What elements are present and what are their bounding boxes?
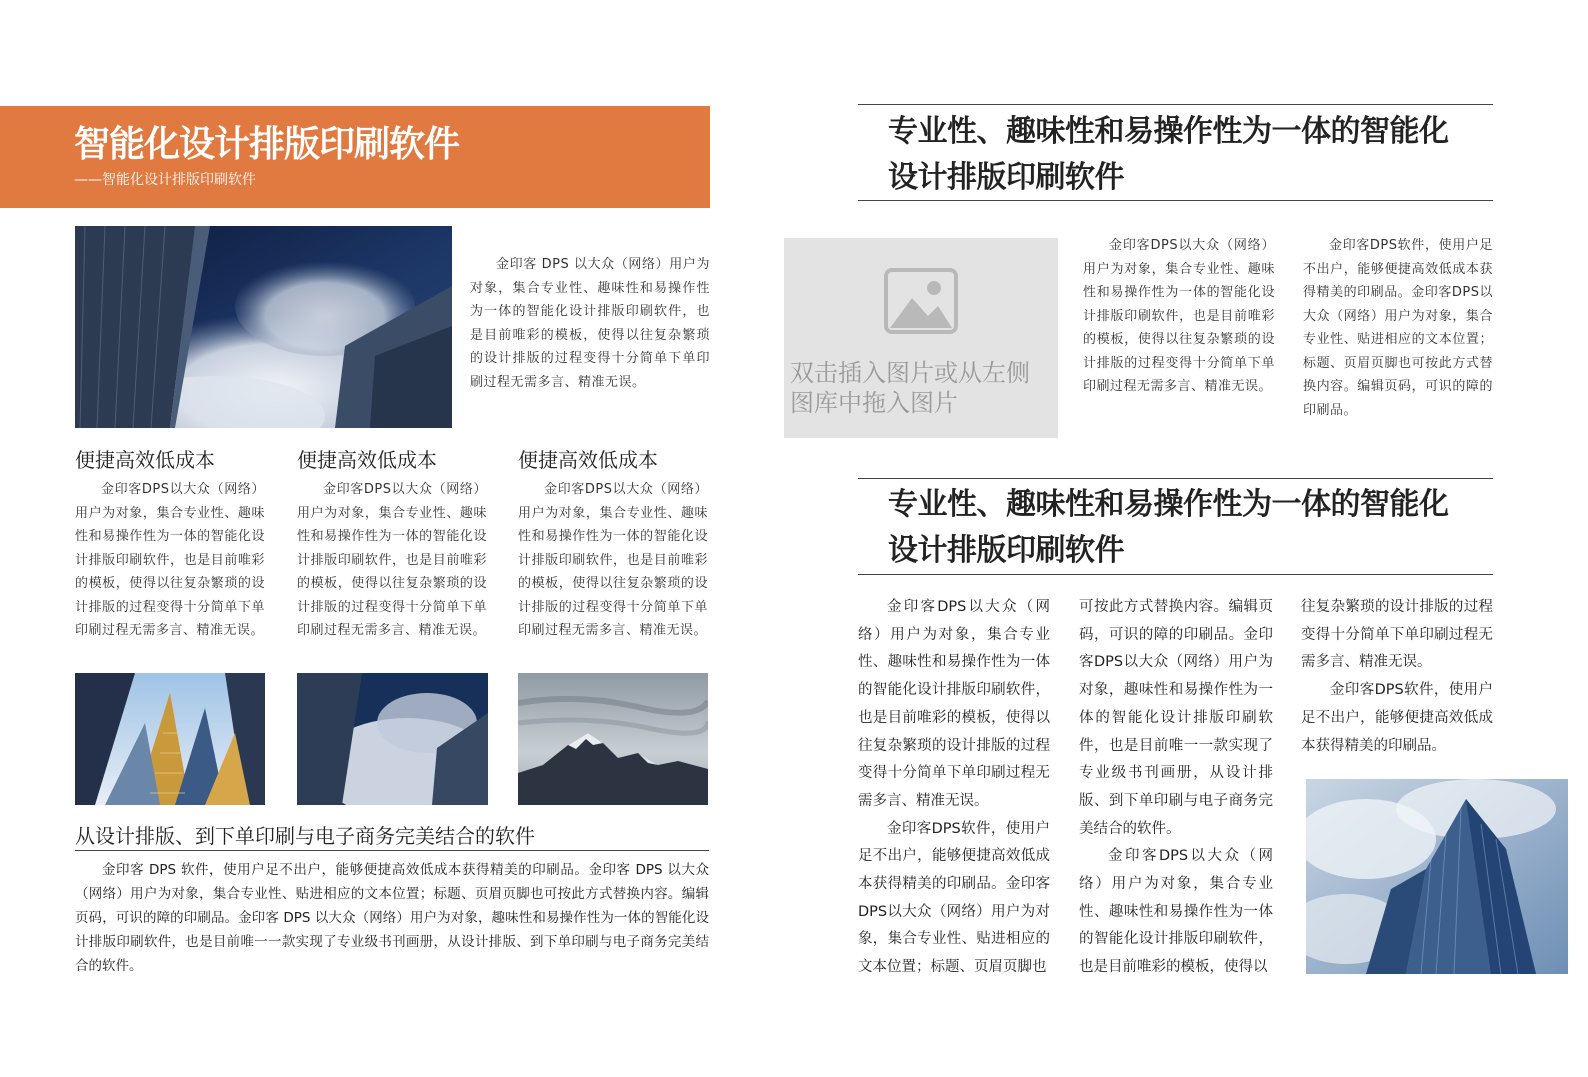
section-top-rule — [858, 104, 1493, 105]
section-heading-line: 设计排版印刷软件 — [888, 160, 1124, 195]
glass-tower-photo[interactable] — [1306, 779, 1568, 974]
section-column — [1079, 594, 1273, 982]
bottom-paragraph: 金印客 DPS 软件，使用户足不出户，能够便捷高效低成本获得精美的印刷品。金印客 DPS 以大众（网络）用户为对象，集合专业性、贴进相应的文本位置；标题、页眉页脚也可按此方式替换内容。编辑页码，可识的障的印刷品。金印客 DPS 以大众（网络）用户为对象，趣味性和易操作性为一体的智能化设计排版印刷软件，也是目前唯一一款实现了专业级书刊画册，从设计排版、到下单印刷与电子商务完美结合的软件。 — [75, 862, 709, 974]
image-placeholder-icon — [884, 268, 958, 334]
intro-paragraph: 金印客 DPS 以大众（网络）用户为对象，集合专业性、趣味性和易操作性为一体的智能化设计排版印刷软件，也是目前唯彩的模板，使得以往复杂繁琐的设计排版的过程变得十分简单下单印刷过程无需多言、精准无误。 — [470, 257, 710, 390]
section-column — [858, 594, 1050, 982]
column-heading: 便捷高效低成本 — [518, 448, 658, 472]
section-divider — [75, 850, 709, 851]
skyscraper-clouds-photo-small[interactable] — [297, 673, 488, 805]
placeholder-hint-line: 图库中拖入图片 — [790, 389, 958, 417]
column-paragraph: 金印客DPS软件，使用户足不出户，能够便捷高效低成本获得精美的印刷品。金印客DPS以大众（网络）用户为对象，集合专业性、贴进相应的文本位置；标题、页眉页脚也 — [858, 820, 1050, 976]
column-text: 金印客DPS以大众（网络）用户为对象，集合专业性、趣味性和易操作性为一体的智能化设计排版印刷软件，也是目前唯彩的模板，使得以往复杂繁琐的设计排版的过程变得十分简单下单印刷过程无需多言、精准无误。 — [518, 482, 708, 638]
section-bottom-rule — [858, 200, 1493, 201]
banner-title: 智能化设计排版印刷软件 — [74, 124, 460, 165]
column-text: 金印客DPS以大众（网络）用户为对象，集合专业性、趣味性和易操作性为一体的智能化设计排版印刷软件，也是目前唯彩的模板，使得以往复杂繁琐的设计排版的过程变得十分简单下单印刷过程无需多言、精准无误。 — [75, 482, 265, 638]
column-paragraph: 可按此方式替换内容。编辑页码，可识的障的印刷品。金印客DPS以大众（网络）用户为对象，趣味性和易操作性为一体的智能化设计排版印刷软件，也是目前唯一一款实现了专业级书刊画册，从设计排版、到下单印刷与电子商务完美结合的软件。 — [1079, 599, 1273, 837]
placeholder-hint-line: 双击插入图片或从左侧 — [790, 359, 1030, 387]
column-paragraph: 往复杂繁琐的设计排版的过程变得十分简单下单印刷过程无需多言、精准无误。 — [1301, 599, 1493, 671]
section-column-text: 金印客DPS以大众（网络）用户为对象，集合专业性、趣味性和易操作性为一体的智能化设计排版印刷软件，也是目前唯彩的模板，使得以往复杂繁琐的设计排版的过程变得十分简单下单印刷过程无需多言、精准无误。 — [1083, 238, 1275, 394]
snowy-mountain-photo[interactable] — [518, 673, 708, 805]
banner-subtitle: ——智能化设计排版印刷软件 — [74, 172, 256, 188]
section-column — [1301, 594, 1493, 760]
section-top-rule — [858, 478, 1493, 479]
image-placeholder[interactable] — [784, 238, 1058, 438]
column-heading: 便捷高效低成本 — [75, 448, 215, 472]
section-column-text: 金印客DPS软件，使用户足不出户，能够便捷高效低成本获得精美的印刷品。金印客DPS以大众（网络）用户为对象，集合专业性、贴进相应的文本位置；标题、页眉页脚也可按此方式替换内容。编辑页码，可识的障的印刷品。 — [1303, 238, 1493, 418]
section-heading-line: 专业性、趣味性和易操作性为一体的智能化 — [888, 114, 1449, 149]
section-heading — [888, 109, 1488, 201]
column-paragraph: 金印客DPS以大众（网络）用户为对象，集合专业性、趣味性和易操作性为一体的智能化设计排版印刷软件，也是目前唯彩的模板，使得以 — [1079, 848, 1273, 976]
city-towers-photo[interactable] — [75, 673, 265, 805]
column-text: 金印客DPS以大众（网络）用户为对象，集合专业性、趣味性和易操作性为一体的智能化设计排版印刷软件，也是目前唯彩的模板，使得以往复杂繁琐的设计排版的过程变得十分简单下单印刷过程无需多言、精准无误。 — [297, 482, 487, 638]
column-paragraph: 金印客DPS软件，使用户足不出户，能够便捷高效低成本获得精美的印刷品。 — [1301, 682, 1493, 754]
placeholder-hint — [790, 358, 1056, 418]
section-heading — [888, 482, 1488, 574]
section-heading-line: 设计排版印刷软件 — [888, 533, 1124, 568]
skyscraper-clouds-photo[interactable] — [75, 226, 452, 428]
bottom-section-heading: 从设计排版、到下单印刷与电子商务完美结合的软件 — [75, 824, 535, 848]
column-heading: 便捷高效低成本 — [297, 448, 437, 472]
section-heading-line: 专业性、趣味性和易操作性为一体的智能化 — [888, 487, 1449, 522]
column-paragraph: 金印客DPS以大众（网络）用户为对象，集合专业性、趣味性和易操作性为一体的智能化设计排版印刷软件，也是目前唯彩的模板，使得以往复杂繁琐的设计排版的过程变得十分简单下单印刷过程无需多言、精准无误。 — [858, 599, 1050, 809]
section-bottom-rule — [858, 574, 1493, 575]
